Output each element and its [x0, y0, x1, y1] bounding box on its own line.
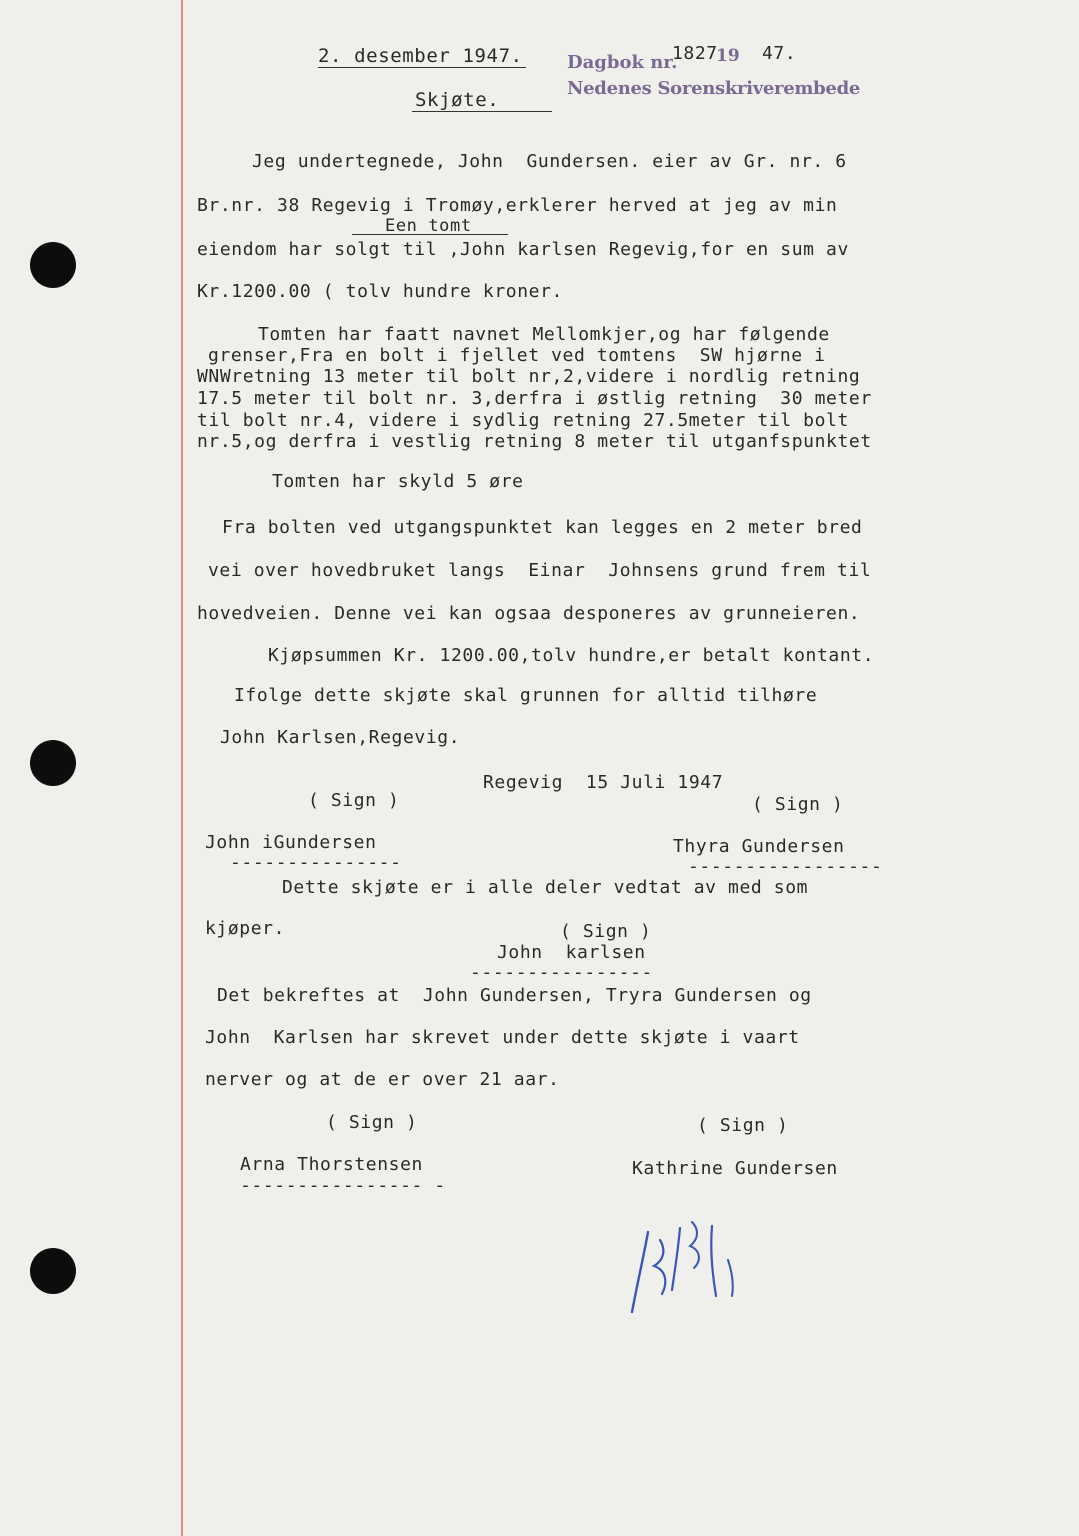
witness-line: nerver og at de er over 21 aar. — [205, 1069, 560, 1090]
body-line: Kjøpsummen Kr. 1200.00,tolv hundre,er betalt kontant. — [268, 645, 875, 666]
signer-name: John karlsen — [497, 942, 646, 963]
signer-name: Arna Thorstensen — [240, 1154, 423, 1175]
dagbok-mid: 19 — [716, 46, 740, 66]
handwritten-initials — [620, 1210, 780, 1320]
body-line: eiendom har solgt til ,John karlsen Regevig,for en sum av — [197, 239, 849, 260]
buyer-line: Dette skjøte er i alle deler vedtat av med som — [282, 877, 809, 898]
body-line: vei over hovedbruket langs Einar Johnsens grund frem til — [208, 560, 872, 581]
signer-name: Thyra Gundersen — [673, 836, 845, 857]
body-line: Kr.1200.00 ( tolv hundre kroner. — [197, 281, 563, 302]
body-line: Fra bolten ved utgangspunktet kan legges en 2 meter bred — [222, 517, 863, 538]
sign-mark: ( Sign ) — [308, 790, 400, 811]
punch-hole — [30, 740, 76, 786]
body-line: grenser,Fra en bolt i fjellet ved tomtens SW hjørne i — [208, 345, 826, 366]
sign-mark: ( Sign ) — [326, 1112, 418, 1133]
body-line: WNWretning 13 meter til bolt nr,2,videre i nordlig retning — [197, 366, 861, 387]
body-line: Jeg undertegnede, John Gundersen. eier av Gr. nr. 6 — [252, 151, 847, 172]
body-line: Tomten har faatt navnet Mellomkjer,og har følgende — [258, 324, 830, 345]
signer-name: Kathrine Gundersen — [632, 1158, 838, 1179]
body-line: Ifolge dette skjøte skal grunnen for alltid tilhøre — [234, 685, 818, 706]
signer-name: John iGundersen — [205, 832, 377, 853]
body-line: til bolt nr.4, videre i sydlig retning 27.5meter til bolt — [197, 410, 849, 431]
body-line: John Karlsen,Regevig. — [220, 727, 461, 748]
signature-line: ---------------- - — [240, 1175, 446, 1196]
date-underline — [318, 67, 526, 69]
signature-line: ---------------- — [470, 962, 653, 983]
office-stamp: Nedenes Sorenskriverembede — [567, 78, 861, 99]
signature-line: ----------------- — [688, 856, 883, 877]
dagbok-number: 1827 — [672, 43, 718, 64]
body-line: Tomten har skyld 5 øre — [272, 471, 524, 492]
body-line: 17.5 meter til bolt nr. 3,derfra i østlig retning 30 meter — [197, 388, 872, 409]
dagbok-label: Dagbok nr. — [567, 52, 678, 73]
witness-line: Det bekreftes at John Gundersen, Tryra Gundersen og — [217, 985, 812, 1006]
inserted-text: Een tomt — [385, 216, 472, 236]
signature-line: --------------- — [230, 852, 402, 873]
sign-mark: ( Sign ) — [560, 921, 652, 942]
buyer-line: kjøper. — [205, 918, 286, 939]
header-date: 2. desember 1947. — [318, 45, 523, 67]
punch-hole — [30, 242, 76, 288]
witness-line: John Karlsen har skrevet under dette skjøte i vaart — [205, 1027, 800, 1048]
doctype-underline — [412, 111, 552, 113]
sign-mark: ( Sign ) — [752, 794, 844, 815]
doc-type: Skjøte. — [415, 89, 500, 111]
margin-line — [181, 0, 183, 1536]
body-line: nr.5,og derfra i vestlig retning 8 meter til utganfspunktet — [197, 431, 872, 452]
insert-underline — [352, 234, 508, 236]
sign-mark: ( Sign ) — [697, 1115, 789, 1136]
dagbok-year: 47. — [762, 43, 797, 64]
punch-hole — [30, 1248, 76, 1294]
place-date: Regevig 15 Juli 1947 — [483, 772, 724, 793]
body-line: Br.nr. 38 Regevig i Tromøy,erklerer herved at jeg av min — [197, 195, 838, 216]
body-line: hovedveien. Denne vei kan ogsaa desponeres av grunneieren. — [197, 603, 861, 624]
